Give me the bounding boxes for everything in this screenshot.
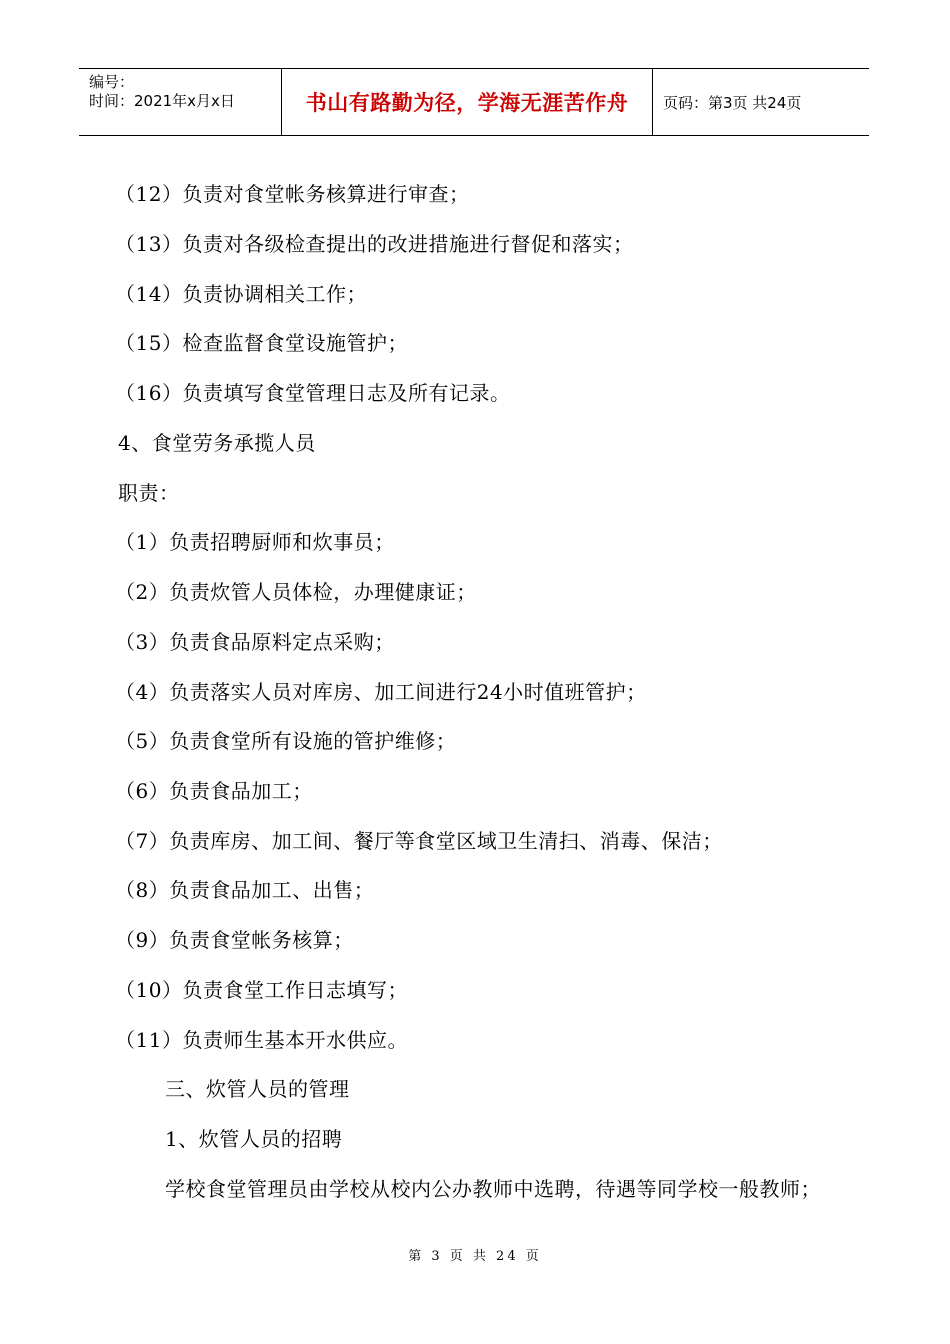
section-heading: 4、食堂劳务承揽人员: [118, 431, 316, 455]
paragraph-line: （1）负责招聘厨师和炊事员；: [115, 530, 395, 554]
page-footer: 第 3 页 共 24 页: [408, 1249, 542, 1264]
paragraph-line: 学校食堂管理员由学校从校内公办教师中选聘，待遇等同学校一般教师；: [165, 1177, 821, 1201]
document-number-label: 编号：: [89, 73, 135, 91]
paragraph-line: （14）负责协调相关工作；: [115, 282, 367, 306]
paragraph-line: （9）负责食堂帐务核算；: [115, 928, 354, 952]
header-page-info: 页码：第3页 共24页: [663, 93, 802, 112]
header-page-cell: [653, 69, 869, 135]
paragraph-line: （11）负责师生基本开水供应。: [115, 1028, 408, 1052]
paragraph-line: （7）负责库房、加工间、餐厅等食堂区域卫生清扫、消毒、保洁；: [115, 829, 723, 853]
paragraph-line: （8）负责食品加工、出售；: [115, 878, 375, 902]
paragraph-line: 职责：: [118, 481, 180, 505]
paragraph-line: （3）负责食品原料定点采购；: [115, 630, 395, 654]
paragraph-line: （6）负责食品加工；: [115, 779, 313, 803]
header-meta: [79, 69, 281, 135]
paragraph-line: （5）负责食堂所有设施的管护维修；: [115, 729, 457, 753]
paragraph-line: （2）负责炊管人员体检，办理健康证；: [115, 580, 477, 604]
document-time-label: 时间：2021年x月x日: [89, 92, 235, 110]
paragraph-line: （15）检查监督食堂设施管护；: [115, 331, 408, 355]
section-heading: 三、炊管人员的管理: [165, 1077, 350, 1101]
page-header: [79, 68, 869, 136]
paragraph-line: （4）负责落实人员对库房、加工间进行24小时值班管护；: [115, 680, 647, 704]
paragraph-line: （10）负责食堂工作日志填写；: [115, 978, 408, 1002]
header-motto: 书山有路勤为径，学海无涯苦作舟: [305, 91, 629, 115]
header-motto-cell: [281, 69, 653, 135]
paragraph-line: （12）负责对食堂帐务核算进行审查；: [115, 182, 470, 206]
paragraph-line: （16）负责填写食堂管理日志及所有记录。: [115, 381, 511, 405]
paragraph-line: （13）负责对各级检查提出的改进措施进行督促和落实；: [115, 232, 634, 256]
section-heading: 1、炊管人员的招聘: [165, 1127, 343, 1151]
